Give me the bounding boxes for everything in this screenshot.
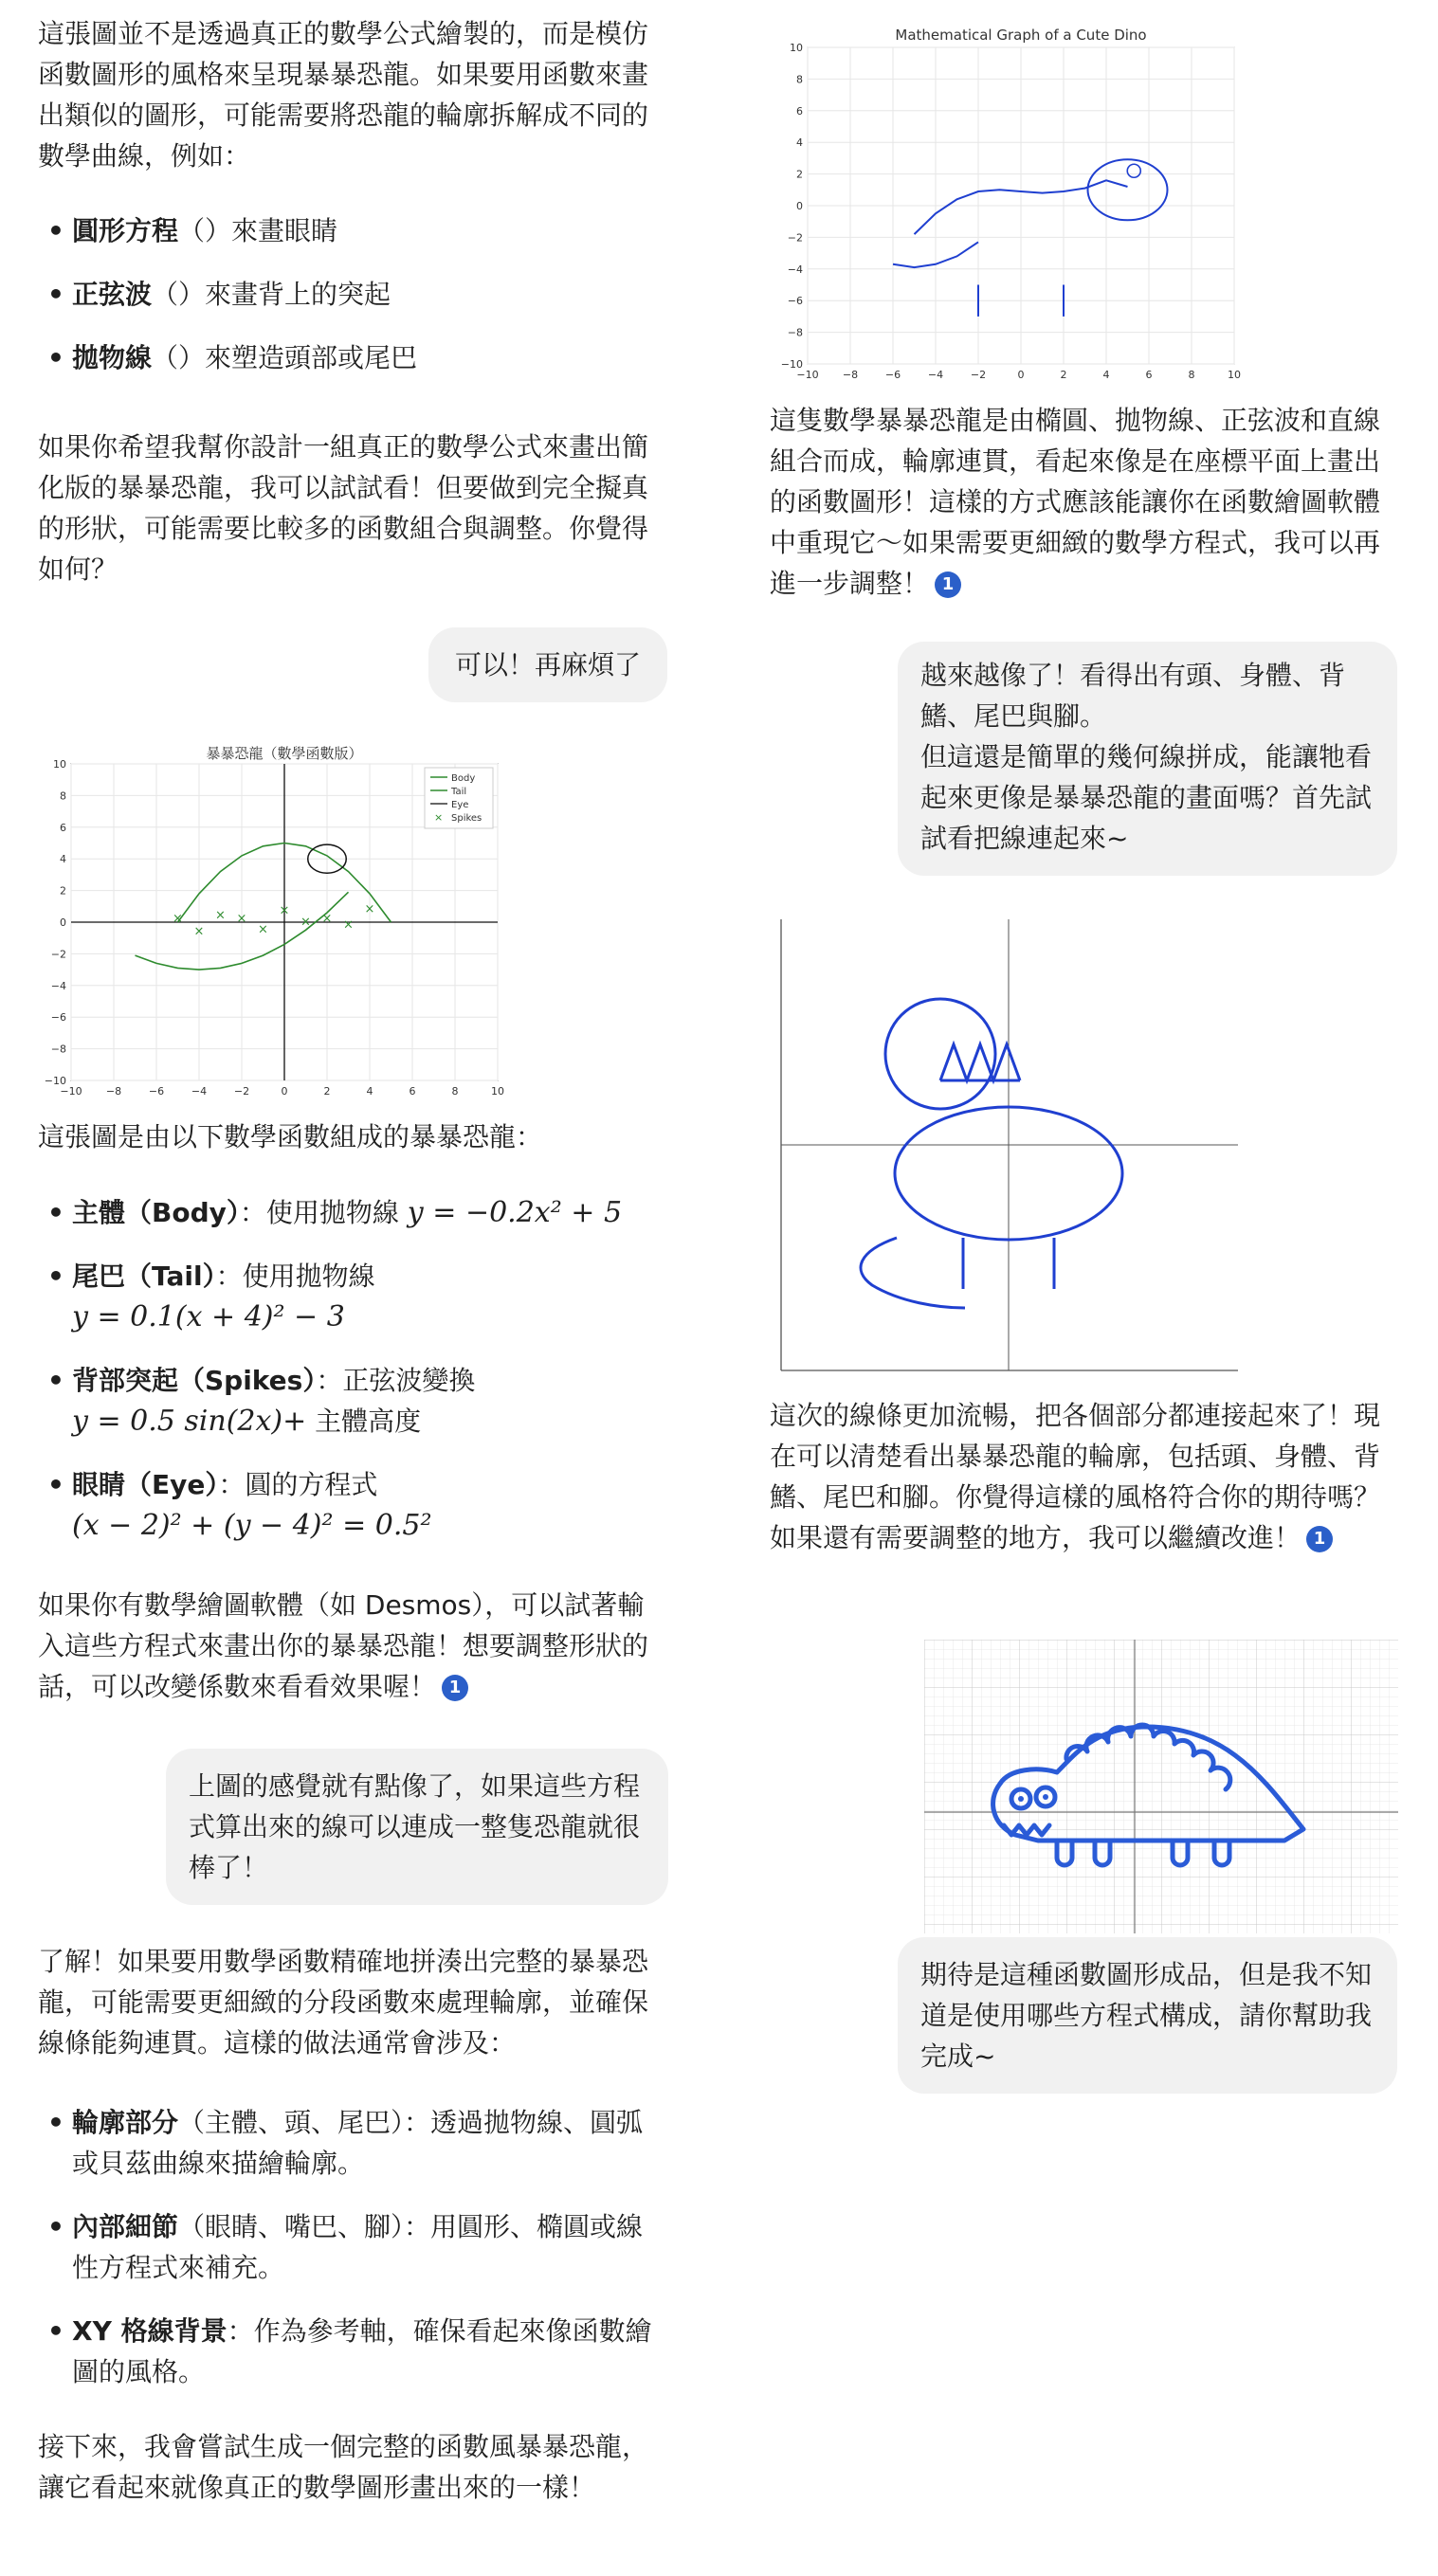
x-tick-label: −4 (927, 369, 944, 381)
y-tick-label: 0 (796, 200, 803, 212)
y-tick-label: 2 (60, 884, 66, 898)
list-item: • 內部細節（眼睛、嘴巴、腳）：用圓形、橢圓或線性方程式來補充。 (38, 2206, 654, 2288)
next-text: 接下來，我會嘗試生成一個完整的函數風暴暴恐龍，讓它看起來就像真正的數學圖形畫出來的一樣！ (38, 2431, 649, 2503)
citation-badge[interactable]: 1 (1306, 1526, 1333, 1552)
x-tick-label: −10 (796, 369, 819, 381)
user-message-bubble: 期待是這種函數圖形成品，但是我不知道是使用哪些方程式構成，請你幫助我完成~ (898, 1937, 1397, 2094)
x-tick-label: 0 (1017, 369, 1025, 381)
x-tick-label: 8 (1188, 369, 1195, 381)
citation-badge[interactable]: 1 (442, 1675, 468, 1701)
spike-point: × (236, 911, 247, 926)
x-tick-label: −6 (148, 1085, 165, 1098)
user-message-bubble: 上圖的感覺就有點像了，如果這些方程式算出來的線可以連成一整隻恐龍就很棒了！ (166, 1749, 668, 1905)
dino2-text: 這次的線條更加流暢，把各個部分都連接起來了！現在可以清楚看出暴暴恐龍的輪廓，包括頭、身體、背鰭、尾巴和腳。你覺得這樣的風格符合你的期待嗎？如果還有需要調整的地方，我可以繼續改進！ 1 (770, 1400, 1381, 1553)
list-item: • XY 格線背景：作為參考軸，確保看起來像函數繪圖的風格。 (38, 2311, 654, 2392)
spike-point: × (215, 908, 226, 923)
y-tick-label: 8 (796, 73, 803, 86)
explain-intro-text: 這張圖是由以下數學函數組成的暴暴恐龍： (38, 1121, 543, 1152)
list-item: • 圓形方程（）來畫眼睛 (38, 210, 654, 251)
y-tick-label: −10 (780, 358, 803, 371)
y-tick-label: 6 (60, 821, 66, 834)
x-tick-label: 10 (1228, 369, 1241, 381)
svg-text:×: × (434, 811, 444, 824)
y-tick-label: 0 (60, 916, 66, 929)
y-tick-label: 8 (60, 789, 66, 803)
dino-geometric-drawing (777, 919, 1242, 1374)
y-tick-label: 4 (60, 853, 66, 866)
spike-point: × (258, 922, 268, 937)
x-tick-label: 0 (281, 1085, 288, 1098)
y-tick-label: −6 (787, 295, 803, 308)
spike-zigzag (940, 1044, 1020, 1080)
list-item: • 正弦波（）來畫背上的突起 (38, 274, 654, 315)
y-tick-label: −8 (787, 326, 803, 339)
offer-text: 如果你希望我幫你設計一組真正的數學公式來畫出簡化版的暴暴恐龍，我可以試試看！但要做到完全擬真的形狀，可能需要比較多的函數組合與調整。你覺得如何？ (38, 431, 649, 585)
bullet-list-shapes (38, 210, 654, 401)
chart-legend (425, 768, 493, 828)
list-item: • 尾巴（Tail）：使用拋物線 y = 0.1(x + 4)² − 3 (38, 1256, 654, 1337)
spike-point: × (173, 911, 183, 926)
x-tick-label: 4 (366, 1085, 373, 1098)
tail-shape (861, 1238, 965, 1308)
dino-grid-image[interactable] (924, 1640, 1398, 1933)
legend-entry: Tail (451, 787, 467, 797)
y-tick-label: −10 (44, 1075, 66, 1087)
y-tick-label: 10 (790, 42, 803, 54)
list-item: • 輪廓部分（主體、頭、尾巴）：透過拋物線、圓弧或貝茲曲線來描繪輪廓。 (38, 2102, 654, 2184)
understand-text: 了解！如果要用數學函數精確地拼湊出完整的暴暴恐龍，可能需要更細緻的分段函數來處理輪廓，並確保線條能夠連貫。這樣的做法通常會涉及： (38, 1946, 649, 2059)
spike-point: × (364, 901, 375, 916)
x-tick-label: −6 (884, 369, 901, 381)
y-tick-label: −4 (50, 979, 66, 992)
x-tick-label: 6 (1145, 369, 1153, 381)
x-tick-label: 8 (451, 1085, 459, 1098)
dino1-text: 這隻數學暴暴恐龍是由橢圓、拋物線、正弦波和直線組合而成，輪廓連貫，看起來像是在座標平面上畫出的函數圖形！這樣的方式應該能讓你在函數繪圖軟體中重現它～如果需要更細緻的數學方程式，我可以再進一步調整！ 1 (770, 405, 1381, 599)
head-shape (885, 999, 995, 1109)
list-item: • 拋物線（）來塑造頭部或尾巴 (38, 337, 654, 378)
legend-entry: Eye (451, 800, 469, 810)
x-tick-label: 4 (1102, 369, 1110, 381)
dino-function-chart (38, 739, 512, 1099)
y-tick-label: −4 (787, 263, 803, 276)
list-item: • 主體（Body）：使用拋物線 y = −0.2x² + 5 (38, 1192, 654, 1233)
x-tick-label: −8 (105, 1085, 122, 1098)
x-tick-label: 2 (323, 1085, 331, 1098)
y-tick-label: −8 (50, 1043, 66, 1056)
list-item: • 眼睛（Eye）：圓的方程式 (x − 2)² + (y − 4)² = 0.5² (38, 1464, 654, 1546)
chart-title: Mathematical Graph of a Cute Dino (895, 27, 1147, 44)
y-tick-label: −2 (50, 948, 66, 961)
spike-point: × (300, 915, 311, 930)
desmos-text: 如果你有數學繪圖軟體（如 Desmos），可以試著輸入這些方程式來畫出你的暴暴恐龍！想要調整形狀的話，可以改變係數來看看效果喔！ 1 (38, 1589, 649, 1702)
cute-dino-chart (770, 19, 1244, 383)
legend-entry: Body (451, 773, 476, 784)
x-tick-label: −8 (842, 369, 859, 381)
x-tick-label: −2 (233, 1085, 250, 1098)
spike-point: × (343, 917, 354, 933)
user-message-bubble: 可以！再麻煩了 (428, 627, 667, 702)
x-tick-label: −2 (970, 369, 987, 381)
x-tick-label: 6 (409, 1085, 416, 1098)
y-tick-label: 4 (796, 136, 803, 150)
y-tick-label: 2 (796, 168, 803, 181)
spike-point: × (279, 903, 290, 918)
x-tick-label: −4 (191, 1085, 208, 1098)
chart-title: 暴暴恐龍（數學函數版） (206, 745, 363, 762)
legend-entry: Spikes (451, 813, 482, 824)
x-tick-label: 2 (1060, 369, 1067, 381)
x-tick-label: 10 (491, 1085, 504, 1098)
bullet-list-approach (38, 2102, 654, 2415)
bullet-list-functions (38, 1192, 654, 1569)
y-tick-label: 6 (796, 104, 803, 118)
citation-badge[interactable]: 1 (935, 571, 961, 598)
user-message-bubble: 越來越像了！看得出有頭、身體、背鰭、尾巴與腳。 但這還是簡單的幾何線拼成，能讓牠看起來更像是暴暴恐龍的畫面嗎？首先試試看把線連起來~ (898, 642, 1397, 876)
y-tick-label: 10 (53, 758, 66, 771)
y-tick-label: −6 (50, 1011, 66, 1025)
x-tick-label: −10 (60, 1085, 82, 1098)
spike-point: × (193, 924, 205, 939)
y-tick-label: −2 (787, 231, 803, 245)
spike-point: × (321, 911, 333, 926)
intro-text: 這張圖並不是透過真正的數學公式繪製的，而是模仿函數圖形的風格來呈現暴暴恐龍。如果要用函數來畫出類似的圖形，可能需要將恐龍的輪廓拆解成不同的數學曲線，例如： (38, 18, 649, 172)
list-item: • 背部突起（Spikes）：正弦波變換 y = 0.5 sin(2x)+ 主體高度 (38, 1360, 654, 1442)
